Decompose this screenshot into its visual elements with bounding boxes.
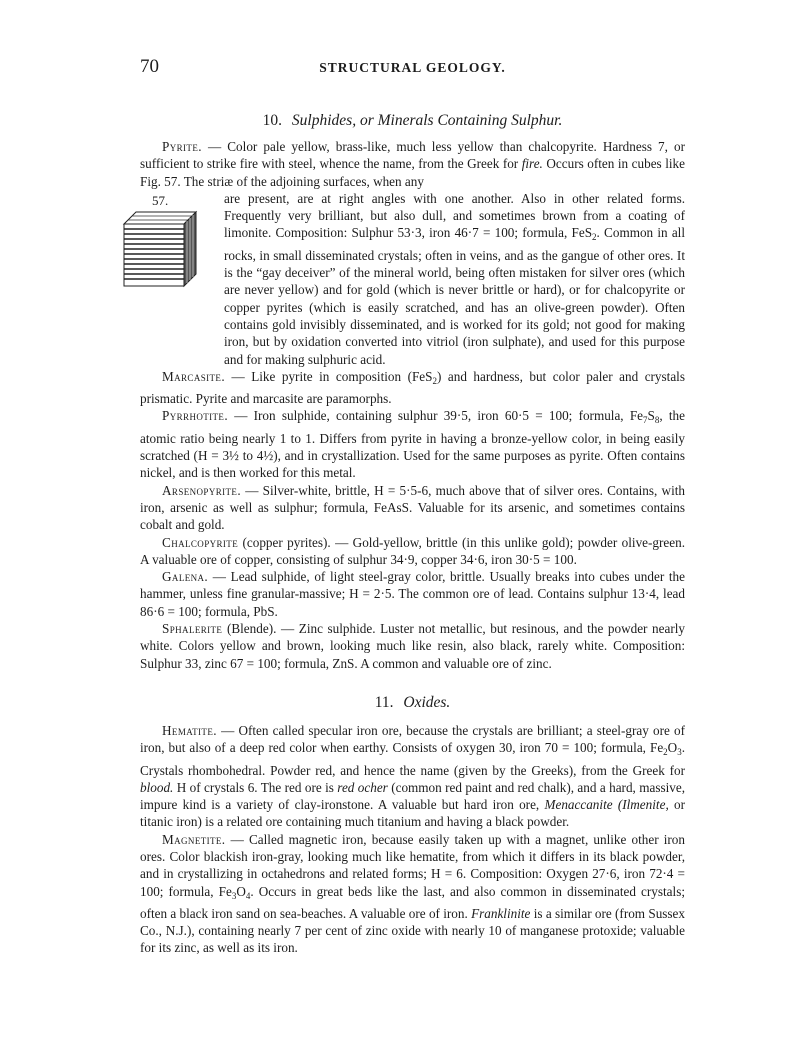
paragraph-text: . Crystals rhombohedral. Powder red, and hence the name (given by the Greeks), from the Greek for <box>140 740 685 778</box>
paragraph-pyrite <box>140 138 685 190</box>
running-title: STRUCTURAL GEOLOGY. <box>319 60 506 75</box>
cube-crystal-figure <box>120 210 200 290</box>
subscript: 3 <box>677 747 682 758</box>
subscript: 4 <box>245 890 251 901</box>
page <box>140 56 685 957</box>
italic-term: Menaccanite (Ilmenite, <box>544 797 669 813</box>
paragraph-galena <box>140 568 685 620</box>
subscript: 8 <box>654 415 660 426</box>
paragraph-text: . Occurs in great beds like the last, and also common in disseminated crystals; often a black iron sand on sea-beaches. A valuable ore of iron. <box>140 883 685 921</box>
paragraph-text: is a similar ore (from Sussex Co., N.J.), containing nearly 7 per cent of zinc oxide with nearly 10 of manganese protoxide; valuable for its zinc, as well as its iron. <box>140 905 685 956</box>
paragraph-text: — Color pale yellow, brass-like, much less yellow than chalcopyrite. Hardness 7, or sufficient to strike fire with steel, whence the name, from the Greek for <box>140 139 685 172</box>
section-number: 10. <box>262 112 283 129</box>
paragraph-text: (common red paint and red chalk), and a hard, massive, impure kind is a variety of clay-ironstone. A valuable but hard iron ore, <box>140 779 686 813</box>
paragraph-text: — Silver-white, brittle, H = 5·5-6, much above that of silver ores. Contains, with iron, arsenic as well as sulphur; formula, FeAsS. Valuable for its arsenic, and sometimes contains cobalt and gold. <box>140 482 685 533</box>
paragraph-text: (Blende). — Zinc sulphide. Luster not metallic, but resinous, and the powder nearly white. Colors yellow and brown, looking much like resin, also black, rarely white. Composition: Sulphur 33, zinc 67 = 100; formula, ZnS. A common and valuable ore of zinc. <box>140 621 685 671</box>
paragraph-text: H of crystals 6. The red ore is <box>173 779 338 795</box>
running-head <box>140 56 685 82</box>
paragraph-pyrrhotite <box>140 407 685 481</box>
paragraph-text: — Lead sulphide, of light steel-gray color, brittle. Usually breaks into cubes under the hammer, unless fine granular-massive; H = 2·5. The common ore of lead. Contains sulphur 13·4, lead 86·6 = 100; formula, PbS. <box>140 569 685 619</box>
section-title: Sulphides, or Minerals Containing Sulphur. <box>291 112 563 129</box>
paragraph-hematite <box>140 722 685 831</box>
hidden-dup: are present, are at right angles with one another. Also in other related forms. Frequently very brilliant, but also dull, and sometimes brown from a coating of limonite. Composition: Sulphur 53·3, iron 46·7 = 100; formula, FeS <box>224 190 685 241</box>
subscript: 2 <box>663 747 668 758</box>
paragraph-text: . Common in all rocks, in small disseminated crystals; often in veins, and as the gangue of other ores. It is the “gay deceiver” of the mineral world, being often mistaken for silver ores (which are never yellow) and for gold (which is never brittle or hard), or for chalcopyrite or copper pyrites (which is easily scratched, and has an olive-green powder). Often contains gold invisibly disseminated, and is worked for its gold; not good for making iron, but by oxidation converted into vitriol (iron sulphate), and used for this purpose and for making sulphuric acid. <box>224 225 686 367</box>
mineral-name: Pyrite. <box>162 139 202 154</box>
paragraph-text: or titanic iron) is a related ore containing much titanium and having a black powder. <box>140 797 685 830</box>
figure-label: 57. <box>152 192 169 208</box>
paragraph-text: O <box>667 740 678 756</box>
paragraph-text: — Called magnetic iron, because easily taken up with a magnet, unlike other iron ores. Color blackish iron-gray, looking much like hematite, from which it differs in its black powder, and in crystallizing in octahedrons and related forms; H = 6. Composition: Oxygen 27·6, iron 72·4 = 100; formula, Fe <box>140 831 685 899</box>
subscript: 7 <box>643 415 648 426</box>
section-heading-oxides <box>140 694 685 712</box>
mineral-name: Sphalerite <box>162 621 223 637</box>
mineral-name: Pyrrhotite. <box>162 408 229 424</box>
section-heading-sulphides <box>140 112 685 130</box>
paragraph-text: , the atomic ratio being nearly 1 to 1. Differs from pyrite in having a bronze-yellow color, in being easily scratched (H = 3½ to 4½), and in crystallization. Used for the same purposes as pyrite. Often contains nickel, and is then worked for this metal. <box>140 408 685 481</box>
paragraph-text: — Like pyrite in composition (FeS <box>225 368 433 384</box>
italic-term: red ocher <box>337 779 388 795</box>
paragraph-text: Occurs often in cubes like Fig. 57. The striæ of the adjoining surfaces, when any <box>140 156 685 189</box>
paragraph-arsenopyrite <box>140 482 685 534</box>
paragraph-pyrite-cont <box>140 190 685 368</box>
section-title: Oxides. <box>403 693 451 711</box>
paragraph-text: (copper pyrites). — Gold-yellow, brittle (in this unlike gold); powder olive-green. A valuable ore of copper, consisting of sulphur 34·9, copper 34·6, iron 30·5 = 100. <box>140 534 685 567</box>
paragraph-text: O <box>236 883 246 899</box>
mineral-name: Marcasite. <box>162 368 226 384</box>
mineral-name: Galena. <box>162 569 209 585</box>
paragraph-sphalerite <box>140 620 685 672</box>
mineral-name: Arsenopyrite. <box>162 482 242 498</box>
subscript: 2 <box>432 375 437 386</box>
figure-57 <box>118 190 214 356</box>
italic-term: blood. <box>140 779 174 795</box>
paragraph-magnetite <box>140 831 685 957</box>
paragraph-text: ) and hardness, but color paler and crystals prismatic. Pyrite and marcasite are paramorphs. <box>140 368 685 407</box>
page-number: 70 <box>140 56 159 77</box>
paragraph-text: — Iron sulphide, containing sulphur 39·5, iron 60·5 = 100; formula, Fe <box>228 408 644 424</box>
subscript: 2 <box>592 232 597 243</box>
subscript: 3 <box>231 890 237 901</box>
mineral-name: Hematite. <box>162 722 217 738</box>
paragraph-marcasite <box>140 368 685 408</box>
paragraph-text: — Often called specular iron ore, because the crystals are brilliant; a steel-gray ore of iron, but also of a deep red color when earthy. Consists of oxygen 30, iron 70 = 100; formula, Fe <box>140 722 685 756</box>
mineral-name: Magnetite. <box>162 831 226 847</box>
mineral-name: Chalcopyrite <box>162 534 239 550</box>
paragraph-text: S <box>647 408 655 424</box>
section-number: 11. <box>374 693 394 711</box>
italic-term: fire. <box>521 156 543 172</box>
paragraph-chalcopyrite <box>140 534 685 569</box>
italic-term: Franklinite <box>471 905 531 921</box>
